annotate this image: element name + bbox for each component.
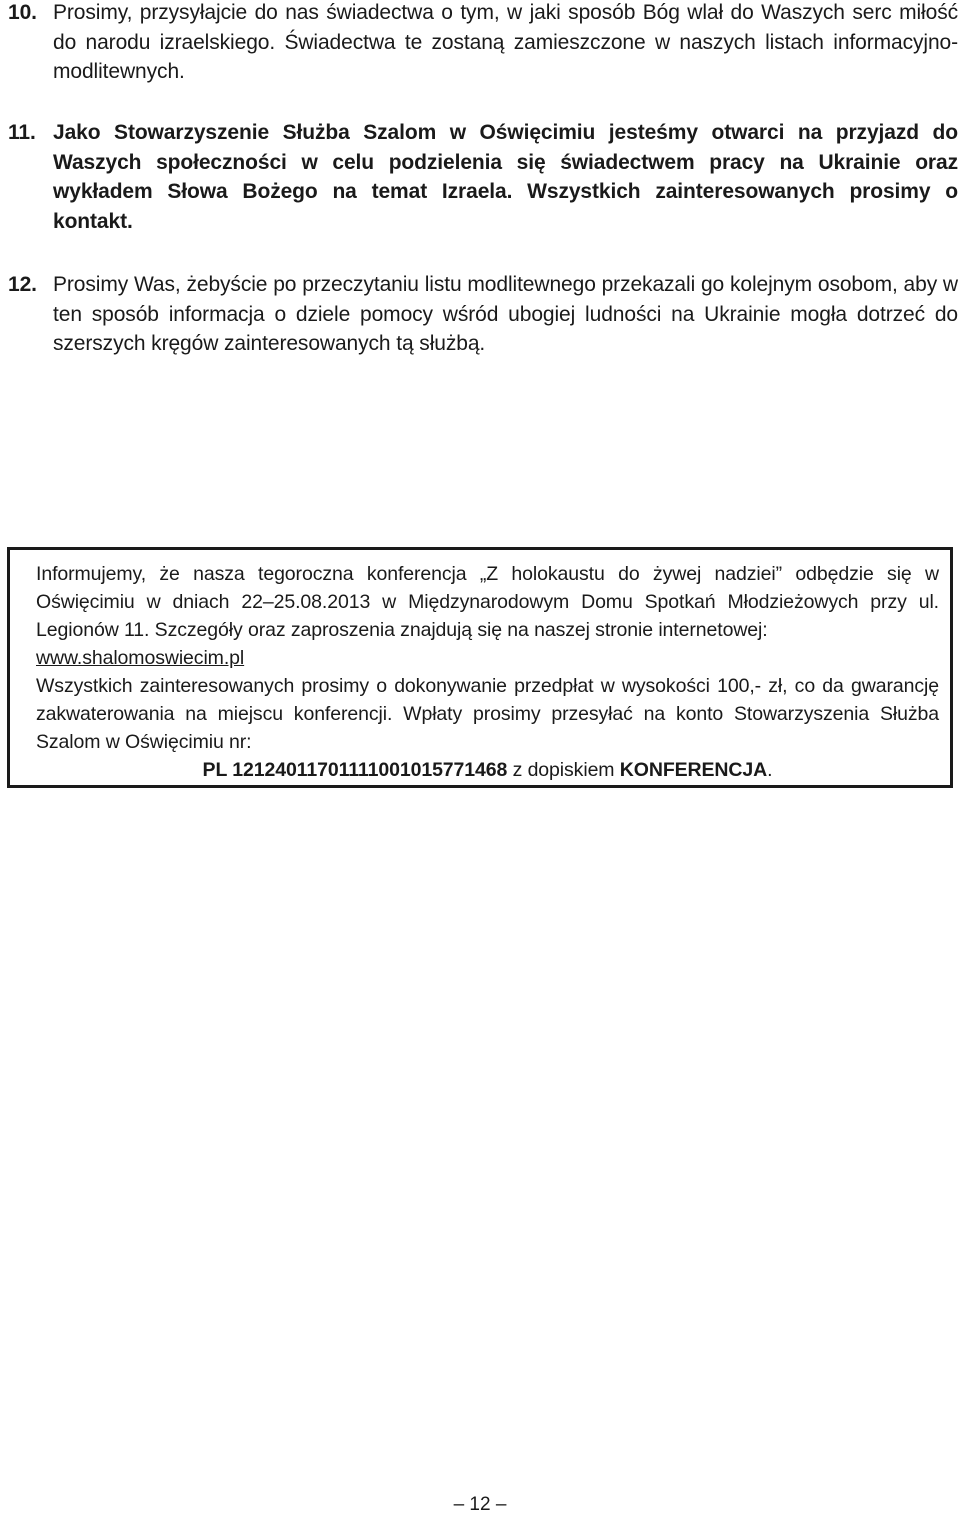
item-number: 12. bbox=[8, 273, 37, 296]
account-middle-text: z dopiskiem bbox=[507, 759, 620, 781]
account-number: PL 12124011701111001015771468 bbox=[202, 759, 508, 781]
conference-notice-content bbox=[36, 560, 939, 784]
website-link[interactable]: www.shalomoswiecim.pl bbox=[36, 647, 245, 669]
item-text: Prosimy Was, żebyście po przeczytaniu listu modlitewnego przekazali go kolejnym osobom, aby w ten sposób informacja o dziele pomocy wśród ubogiej ludności na Ukrainie mogła dotrzeć do szerszych kręgów zainteresowanych tą służbą. bbox=[53, 273, 958, 355]
notice-payment-text: Wszystkich zainteresowanych prosimy o dokonywanie przedpłat w wysokości 100,- zł, co da gwarancję zakwaterowania na miejscu konferencji. Wpłaty prosimy przesyłać na konto Stowarzyszenia Służba Szalom w Oświęcimiu nr: bbox=[36, 675, 939, 753]
item-number: 10. bbox=[8, 1, 37, 24]
account-line bbox=[36, 756, 939, 784]
page-number: – 12 – bbox=[453, 1494, 507, 1515]
list-item-10 bbox=[8, 0, 958, 87]
notice-paragraph-conference bbox=[36, 560, 939, 672]
notice-conference-text: Informujemy, że nasza tegoroczna konferencja „Z holokaustu do żywej nadziei” odbędzie się w Oświęcimiu w dniach 22–25.08.2013 w Międzynarodowym Domu Spotkań Młodzieżowych przy ul. Legionów 11. Szczegóły oraz zaproszenia znajdują się na naszej stronie internetowej: bbox=[36, 563, 939, 641]
item-number: 11. bbox=[8, 121, 36, 144]
notice-paragraph-payment bbox=[36, 672, 939, 756]
list-item-11 bbox=[8, 118, 958, 236]
list-item-12 bbox=[8, 270, 958, 359]
account-end: . bbox=[767, 759, 773, 781]
conference-notice-box bbox=[7, 547, 953, 788]
item-text: Jako Stowarzyszenie Służba Szalom w Oświęcimiu jesteśmy otwarci na przyjazd do Waszych społeczności w celu podzielenia się świadectwem pracy na Ukrainie oraz wykładem Słowa Bożego na temat Izraela. Wszystkich zainteresowanych prosimy o kontakt. bbox=[53, 121, 958, 233]
item-text: Prosimy, przysyłajcie do nas świadectwa o tym, w jaki sposób Bóg wlał do Waszych serc miłość do narodu izraelskiego. Świadectwa te zostaną zamieszczone w naszych listach informacyjno-modlitewnych. bbox=[53, 1, 958, 83]
account-keyword: KONFERENCJA bbox=[619, 759, 768, 781]
